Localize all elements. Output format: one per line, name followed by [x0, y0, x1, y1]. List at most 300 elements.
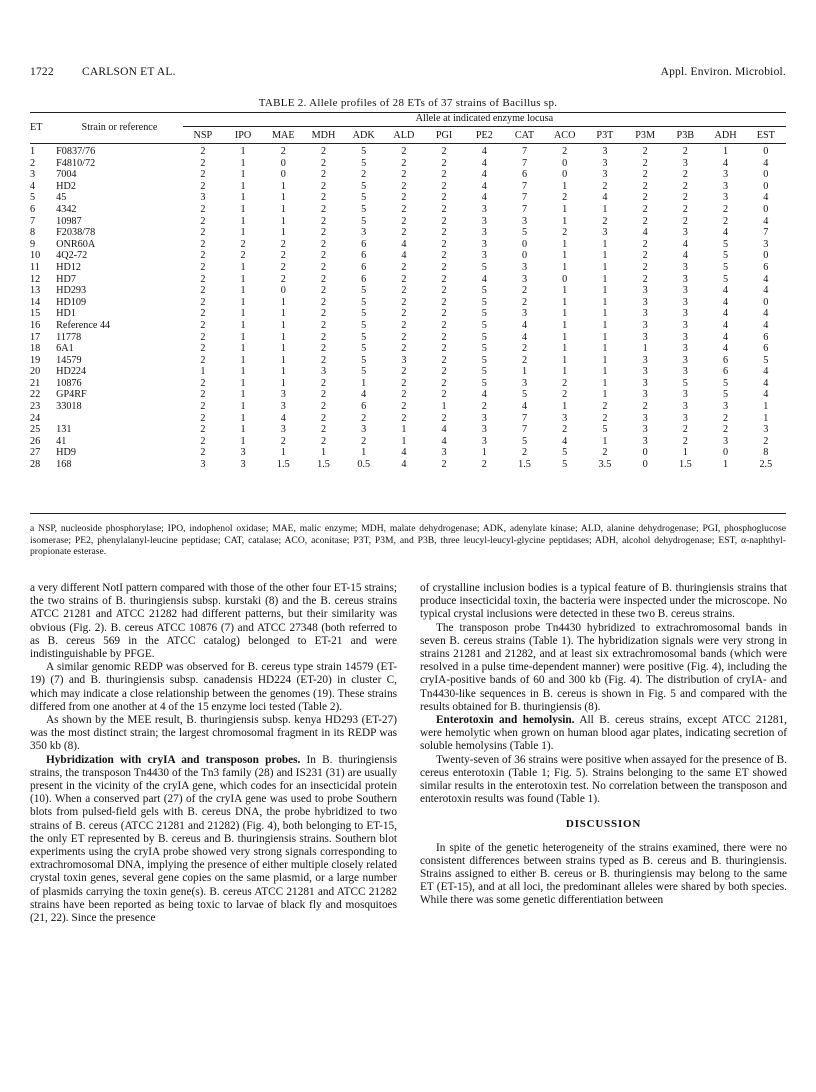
allele-cell: 1: [240, 412, 246, 424]
table-row: [30, 355, 786, 367]
table-row: [30, 158, 786, 170]
allele-cell: 1: [602, 319, 608, 331]
table-header-rule: [30, 143, 786, 144]
table-row: [30, 413, 786, 425]
et-number: 16: [30, 319, 41, 331]
allele-cell: 3: [200, 459, 206, 471]
allele-cell: 4: [401, 250, 407, 262]
allele-cell: 2: [401, 273, 407, 285]
allele-cell: 5: [361, 354, 367, 366]
allele-cell: 2: [722, 215, 729, 227]
allele-cell: 2: [521, 447, 528, 459]
allele-cell: 1: [562, 308, 568, 320]
allele-cell: 2: [441, 412, 447, 424]
allele-cell: 1: [562, 238, 568, 250]
allele-cell: 5: [521, 389, 528, 401]
strain-name: 4Q2-72: [56, 250, 88, 262]
locus-header: ADH: [714, 130, 737, 142]
allele-cell: 4: [722, 308, 729, 320]
allele-cell: 2: [200, 331, 206, 343]
allele-cell: 6: [763, 343, 769, 355]
allele-cell: 2: [401, 261, 407, 273]
allele-cell: 1.5: [276, 459, 290, 471]
allele-cell: 2: [441, 343, 447, 355]
allele-cell: 2: [320, 377, 327, 389]
allele-cell: 2: [320, 203, 327, 215]
allele-cell: 2: [200, 180, 206, 192]
allele-cell: 2: [441, 354, 447, 366]
allele-cell: 1: [682, 447, 688, 459]
allele-cell: 2: [441, 227, 447, 239]
allele-cell: 2: [200, 401, 206, 413]
allele-cell: 2: [320, 146, 327, 157]
allele-cell: 3: [682, 308, 688, 320]
allele-cell: 2: [441, 308, 447, 320]
allele-cell: 5: [481, 308, 487, 320]
allele-cell: 1: [280, 366, 286, 378]
allele-cell: 2: [280, 250, 286, 262]
allele-cell: 1: [240, 180, 246, 192]
allele-cell: 6: [361, 401, 367, 413]
allele-cell: 2: [200, 203, 206, 215]
allele-cell: 0: [763, 203, 769, 215]
allele-cell: 2: [521, 354, 528, 366]
allele-cell: 5: [481, 366, 487, 378]
allele-cell: 5: [481, 377, 487, 389]
allele-cell: 1: [602, 261, 608, 273]
allele-cell: 2: [401, 331, 407, 343]
allele-cell: 2: [401, 227, 407, 239]
locus-header: NSP: [193, 130, 213, 142]
allele-cell: 4: [763, 192, 769, 204]
allele-cell: 1: [602, 250, 608, 262]
allele-cell: 1: [240, 192, 246, 204]
allele-cell: 3: [602, 146, 608, 157]
allele-cell: 2: [401, 296, 407, 308]
allele-cell: 4: [521, 331, 528, 343]
et-number: 26: [30, 435, 41, 447]
allele-cell: 7: [521, 424, 528, 436]
strain-name: 33018: [56, 401, 82, 413]
allele-cell: 2: [642, 215, 648, 227]
allele-cell: 2: [320, 192, 327, 204]
allele-cell: 1: [562, 366, 568, 378]
allele-cell: 1: [280, 215, 286, 227]
allele-cell: 5: [481, 296, 487, 308]
allele-cell: 4: [682, 250, 688, 262]
allele-cell: 0: [280, 157, 286, 169]
allele-cell: 5: [361, 180, 367, 192]
allele-cell: 1: [240, 296, 246, 308]
allele-cell: 2: [642, 238, 648, 250]
et-number: 6: [30, 203, 36, 215]
allele-cell: 1: [602, 285, 608, 297]
table-row: [30, 447, 786, 459]
allele-cell: 3: [682, 157, 688, 169]
allele-cell: 3: [280, 424, 286, 436]
allele-cell: 1: [481, 447, 487, 459]
allele-cell: 0: [763, 146, 769, 157]
allele-cell: 1: [280, 331, 286, 343]
et-number: 4: [30, 180, 36, 192]
page-number: 1722: [30, 66, 54, 78]
et-number: 2: [30, 157, 36, 169]
allele-cell: 2: [200, 424, 206, 436]
allele-cell: 5: [562, 459, 568, 471]
allele-cell: 2: [320, 343, 327, 355]
col-header-strain: Strain or reference: [81, 121, 158, 133]
allele-cell: 2: [200, 343, 206, 355]
allele-cell: 5: [562, 447, 568, 459]
allele-cell: 2: [562, 227, 568, 239]
allele-cell: 3: [682, 273, 688, 285]
allele-cell: 5: [361, 331, 367, 343]
left-paragraph-4: [30, 754, 397, 926]
allele-cell: 3: [722, 401, 729, 413]
allele-cell: 3: [642, 331, 648, 343]
allele-cell: 2: [320, 354, 327, 366]
allele-cell: 4: [763, 215, 769, 227]
allele-cell: 3: [722, 435, 729, 447]
et-number: 3: [30, 169, 36, 181]
allele-cell: 4: [481, 146, 487, 157]
allele-cell: 5: [521, 227, 528, 239]
allele-cell: 6: [521, 169, 528, 181]
left-column: [30, 582, 397, 925]
allele-cell: 2: [722, 203, 729, 215]
allele-cell: 1: [280, 447, 286, 459]
allele-cell: 1: [602, 389, 608, 401]
table-row: [30, 181, 786, 193]
strain-name: HD109: [56, 296, 87, 308]
allele-cell: 4: [602, 192, 608, 204]
allele-cell: 0: [562, 273, 568, 285]
allele-cell: 2: [280, 273, 286, 285]
locus-header: P3M: [635, 130, 656, 142]
allele-cell: 3: [481, 227, 487, 239]
allele-cell: 4: [521, 401, 528, 413]
allele-cell: 2: [521, 296, 528, 308]
allele-cell: 2: [441, 146, 447, 157]
allele-cell: 3: [521, 273, 528, 285]
et-number: 5: [30, 192, 36, 204]
locus-header: PE2: [475, 130, 493, 142]
allele-cell: 2: [401, 285, 407, 297]
allele-cell: 0: [521, 250, 528, 262]
et-number: 27: [30, 447, 41, 459]
allele-cell: 1: [240, 389, 246, 401]
allele-cell: 1: [722, 459, 729, 471]
table-row: [30, 216, 786, 228]
allele-cell: 3: [642, 366, 648, 378]
allele-cell: 3: [682, 261, 688, 273]
allele-cell: 2: [441, 203, 447, 215]
allele-cell: 2: [441, 459, 447, 471]
allele-cell: 5: [361, 157, 367, 169]
allele-cell: 4: [682, 238, 688, 250]
allele-cell: 2: [200, 157, 206, 169]
allele-cell: 2: [200, 227, 206, 239]
allele-cell: 1: [240, 354, 246, 366]
allele-cell: 1: [240, 261, 246, 273]
allele-cell: 2: [200, 389, 206, 401]
allele-cell: 3: [682, 412, 688, 424]
allele-cell: 0: [763, 180, 769, 192]
allele-cell: 4: [722, 157, 729, 169]
allele-cell: 1: [722, 146, 729, 157]
allele-cell: 2: [521, 343, 528, 355]
allele-cell: 2: [280, 238, 286, 250]
allele-cell: 3: [763, 238, 769, 250]
allele-cell: 1: [240, 401, 246, 413]
allele-cell: 1: [280, 319, 286, 331]
allele-cell: 2: [200, 435, 206, 447]
allele-cell: 2: [642, 157, 648, 169]
table-row: [30, 389, 786, 401]
table-row: [30, 343, 786, 355]
allele-cell: 3: [602, 169, 608, 181]
allele-cell: 5: [361, 146, 367, 157]
et-number: 8: [30, 227, 36, 239]
strain-name: F2038/78: [56, 227, 96, 239]
allele-cell: 1: [240, 169, 246, 181]
allele-cell: 2: [441, 169, 447, 181]
strain-name: HD2: [56, 180, 76, 192]
et-number: 19: [30, 354, 41, 366]
allele-cell: 4: [521, 319, 528, 331]
allele-cell: 2: [441, 192, 447, 204]
allele-cell: 2: [441, 250, 447, 262]
allele-cell: 2: [401, 401, 407, 413]
allele-cell: 4: [562, 435, 568, 447]
allele-cell: 1: [562, 354, 568, 366]
strain-name: HD9: [56, 447, 76, 459]
strain-name: ONR60A: [56, 238, 96, 250]
allele-cell: 1: [240, 424, 246, 436]
allele-cell: 1: [602, 377, 608, 389]
allele-cell: 5: [722, 250, 729, 262]
allele-cell: 1: [602, 203, 608, 215]
allele-cell: 2: [200, 354, 206, 366]
allele-cell: 5: [722, 377, 729, 389]
strain-name: 14579: [56, 354, 82, 366]
allele-cell: 3: [481, 424, 487, 436]
allele-cell: 2: [200, 296, 206, 308]
allele-cell: 4: [642, 227, 648, 239]
allele-cell: 2: [200, 250, 206, 262]
allele-cell: 2: [320, 319, 327, 331]
et-number: 17: [30, 331, 41, 343]
table-footnote: a NSP, nucleoside phosphorylase; IPO, indophenol oxidase; MAE, malic enzyme; MDH, malate dehydrogenase; ADK, adenylate kinase; ALD, alanine dehydrogenase; PGI, phosphoglucose isomerase; PE2, phenylalanyl-leucine peptidase; CAT, catalase; ACO, aconitase; P3T, P3M, and P3B, three leucyl-leucyl-glycine peptidases; ADH, alcohol dehydrogenase; EST, α-naphthyl-propionate esterase.: [30, 523, 786, 558]
allele-cell: 1: [602, 354, 608, 366]
et-number: 7: [30, 215, 36, 227]
allele-cell: 5: [361, 296, 367, 308]
allele-cell: 1: [280, 180, 286, 192]
allele-cell: 2: [200, 215, 206, 227]
allele-cell: 2: [401, 215, 407, 227]
allele-cell: 2: [562, 424, 568, 436]
table-row: [30, 204, 786, 216]
allele-cell: 3: [682, 366, 688, 378]
allele-cell: 2: [441, 273, 447, 285]
allele-cell: 2: [320, 180, 327, 192]
allele-cell: 3: [602, 227, 608, 239]
et-number: 22: [30, 389, 41, 401]
allele-cell: 4: [722, 285, 729, 297]
table-row: [30, 142, 786, 158]
strain-name: GP4RF: [56, 389, 87, 401]
allele-cell: 6: [763, 261, 769, 273]
allele-cell: 5: [521, 435, 528, 447]
allele-table-body: [30, 142, 786, 471]
allele-cell: 4: [722, 331, 729, 343]
allele-cell: 2: [682, 424, 688, 436]
allele-cell: 4: [441, 435, 447, 447]
allele-cell: 2: [280, 435, 286, 447]
allele-cell: 1: [602, 238, 608, 250]
et-number: 23: [30, 401, 41, 413]
allele-cell: 2: [320, 157, 327, 169]
allele-cell: 6: [361, 261, 367, 273]
table-row: [30, 285, 786, 297]
allele-cell: 2: [562, 192, 568, 204]
allele-cell: 3: [722, 180, 729, 192]
strain-name: HD7: [56, 273, 76, 285]
running-head-authors: CARLSON ET AL.: [82, 66, 176, 78]
strain-name: 131: [56, 424, 72, 436]
hybridization-heading: Hybridization with cryIA and transposon probes.: [46, 753, 301, 766]
strain-name: 4342: [56, 203, 77, 215]
allele-cell: 3: [521, 261, 528, 273]
et-number: 1: [30, 146, 36, 157]
right-column: [420, 582, 787, 908]
allele-cell: 5: [361, 366, 367, 378]
allele-cell: 2: [200, 319, 206, 331]
allele-cell: 3: [361, 227, 367, 239]
allele-cell: 3: [682, 389, 688, 401]
left-paragraph-3: As shown by the MEE result, B. thuringiensis subsp. kenya HD293 (ET-27) was the most distinct strain; the largest chromosomal fragment in its REDP was 350 kb (8).: [30, 714, 397, 753]
locus-header: ACO: [553, 130, 576, 142]
allele-cell: 2: [401, 366, 407, 378]
allele-cell: 3: [642, 296, 648, 308]
allele-cell: 5: [361, 215, 367, 227]
locus-header: MAE: [271, 130, 295, 142]
right-paragraph-5: In spite of the genetic heterogeneity of the strains examined, there were no consistent differences between strains typed as B. cereus and B. thuringiensis. Strains assigned to either B. cereus or B. thuringiensis may belong to the same ET (ET-15), and at all loci, the predominant alleles were shared by both species. While there was some genetic differentiation between: [420, 841, 787, 907]
allele-cell: 0: [722, 447, 729, 459]
allele-cell: 3: [642, 424, 648, 436]
allele-cell: 2: [320, 401, 327, 413]
allele-cell: 4: [763, 389, 769, 401]
allele-cell: 2: [200, 377, 206, 389]
et-number: 15: [30, 308, 41, 320]
allele-cell: 2: [562, 377, 568, 389]
allele-cell: 2: [602, 401, 608, 413]
allele-cell: 4: [763, 366, 769, 378]
allele-cell: 1: [401, 435, 407, 447]
allele-cell: 2: [401, 169, 407, 181]
allele-cell: 2: [602, 180, 608, 192]
allele-cell: 1: [562, 401, 568, 413]
allele-cell: 1: [240, 377, 246, 389]
allele-cell: 3: [642, 285, 648, 297]
table-row: [30, 436, 786, 448]
allele-cell: 2: [682, 203, 688, 215]
allele-cell: 1: [602, 343, 608, 355]
allele-cell: 3: [481, 215, 487, 227]
strain-name: 168: [56, 459, 72, 471]
allele-cell: 2: [361, 412, 367, 424]
allele-cell: 3: [240, 447, 246, 459]
allele-cell: 2: [240, 238, 246, 250]
allele-cell: 2: [642, 203, 648, 215]
locus-header: PGI: [435, 130, 453, 142]
allele-cell: 2: [562, 389, 568, 401]
allele-cell: 2: [200, 308, 206, 320]
allele-cell: 5: [481, 331, 487, 343]
allele-cell: 2: [441, 157, 447, 169]
allele-cell: 2: [441, 238, 447, 250]
strain-name: [56, 413, 183, 425]
allele-cell: 1: [240, 331, 246, 343]
allele-cell: 2: [642, 192, 648, 204]
table-row: [30, 239, 786, 251]
allele-cell: 2: [441, 261, 447, 273]
allele-cell: 1: [602, 331, 608, 343]
strain-name: 7004: [56, 169, 77, 181]
allele-cell: 2: [602, 215, 608, 227]
allele-cell: 1: [240, 215, 246, 227]
allele-cell: 5: [722, 238, 729, 250]
allele-cell: 1.5: [678, 459, 692, 471]
allele-cell: 3: [441, 447, 447, 459]
allele-cell: 3: [521, 377, 528, 389]
allele-cell: 5: [763, 354, 769, 366]
allele-cell: 7: [763, 227, 769, 239]
allele-cell: 2: [642, 169, 648, 181]
allele-cell: 2: [401, 180, 407, 192]
allele-cell: 4: [481, 273, 487, 285]
allele-cell: 1: [763, 412, 769, 424]
table-row: [30, 401, 786, 413]
allele-cell: 5: [481, 354, 487, 366]
allele-cell: 4: [763, 319, 769, 331]
allele-cell: 3: [642, 354, 648, 366]
allele-cell: 0: [562, 169, 568, 181]
enterotoxin-heading: Enterotoxin and hemolysin.: [436, 714, 575, 727]
allele-cell: 1: [562, 343, 568, 355]
allele-cell: 1: [602, 308, 608, 320]
allele-cell: 5: [722, 273, 729, 285]
allele-cell: 7: [521, 203, 528, 215]
allele-cell: 0: [763, 296, 769, 308]
allele-cell: 2: [642, 273, 648, 285]
allele-cell: 3: [682, 343, 688, 355]
locus-group-header: Allele at indicated enzyme locusa: [183, 113, 786, 127]
allele-cell: 1: [602, 366, 608, 378]
strain-name: 10987: [56, 215, 82, 227]
allele-cell: 2: [200, 273, 206, 285]
allele-cell: 0.5: [357, 459, 371, 471]
et-number: 11: [30, 261, 40, 273]
allele-cell: 2: [320, 389, 327, 401]
allele-cell: 3: [722, 192, 729, 204]
allele-cell: 7: [521, 192, 528, 204]
locus-header: CAT: [514, 130, 535, 142]
strain-name: 6A1: [56, 343, 74, 355]
allele-cell: 3: [682, 296, 688, 308]
et-number: 20: [30, 366, 41, 378]
allele-cell: 4: [401, 238, 407, 250]
